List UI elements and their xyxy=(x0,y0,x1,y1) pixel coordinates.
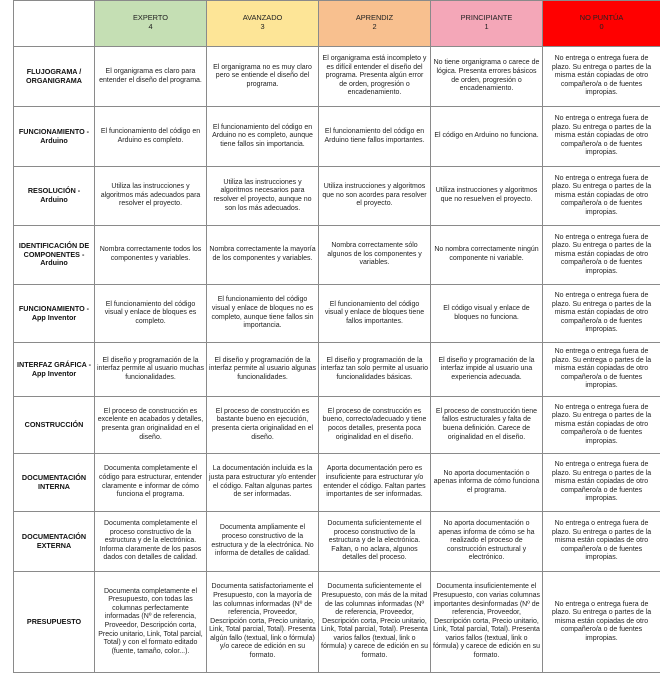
descriptor-cell-level-2: El organigrama está incompleto y es difícil entender el diseño del programa. Presenta algún error de orden, progresión o encadenamiento. xyxy=(319,47,431,107)
descriptor-cell-level-4: El proceso de construcción es excelente en acabados y detalles, presenta gran originalidad en el diseño. xyxy=(95,397,207,454)
descriptor-cell-level-0: No entrega o entrega fuera de plazo. Su entrega o partes de la misma están copiadas de otro compañero/a o de fuentes impropias. xyxy=(543,343,660,397)
descriptor-cell-level-3: Documenta ampliamente el proceso constructivo de la estructura y de la electrónica. No informa de detalles de calidad. xyxy=(207,512,319,572)
level-score: 4 xyxy=(97,22,204,31)
descriptor-cell-level-2: Aporta documentación pero es insuficiente para estructurar y/o entender el código. Faltan partes importantes de ser informadas. xyxy=(319,454,431,512)
criterion-label: FUNCIONAMIENTO - Arduino xyxy=(14,107,95,167)
descriptor-cell-level-2: Utiliza instrucciones y algoritmos que no son acordes para resolver el proyecto. xyxy=(319,167,431,226)
descriptor-cell-level-4: El diseño y programación de la interfaz permite al usuario muchas funcionalidades. xyxy=(95,343,207,397)
descriptor-cell-level-3: El diseño y programación de la interfaz permite al usuario algunas funcionalidades. xyxy=(207,343,319,397)
criterion-row xyxy=(14,454,660,512)
criterion-row xyxy=(14,285,660,343)
descriptor-cell-level-3: La documentación incluida es la justa para estructurar y/o entender el código. Faltan algunas partes de ser informadas. xyxy=(207,454,319,512)
criterion-row xyxy=(14,167,660,226)
level-name: NO PUNTÚA xyxy=(545,13,658,22)
criterion-row xyxy=(14,512,660,572)
descriptor-cell-level-4: El funcionamiento del código visual y enlace de bloques es completo. xyxy=(95,285,207,343)
level-score: 0 xyxy=(545,22,658,31)
criterion-label: FUNCIONAMIENTO - App Inventor xyxy=(14,285,95,343)
descriptor-cell-level-0: No entrega o entrega fuera de plazo. Su entrega o partes de la misma están copiadas de otro compañero/a o de fuentes impropias. xyxy=(543,47,660,107)
level-header-3 xyxy=(431,1,543,47)
descriptor-cell-level-3: Documenta satisfactoriamente el Presupuesto, con la mayoría de las columnas informadas (Nº de referencia, Proveedor, Descripción corta, Precio unitario, Link, Total parcial, Total). Presenta algún fallo (textual, link o fórmula) y/o carece de edición en su formato. xyxy=(207,572,319,673)
header-corner-cell xyxy=(14,1,95,47)
level-header-1 xyxy=(207,1,319,47)
level-name: EXPERTO xyxy=(97,13,204,22)
level-name: PRINCIPIANTE xyxy=(433,13,540,22)
descriptor-cell-level-0: No entrega o entrega fuera de plazo. Su entrega o partes de la misma están copiadas de otro compañero/a o de fuentes impropias. xyxy=(543,572,660,673)
descriptor-cell-level-3: Nombra correctamente la mayoría de los componentes y variables. xyxy=(207,226,319,285)
descriptor-cell-level-0: No entrega o entrega fuera de plazo. Su entrega o partes de la misma están copiadas de otro compañero/a o de fuentes impropias. xyxy=(543,167,660,226)
descriptor-cell-level-1: El diseño y programación de la interfaz impide al usuario una experiencia adecuada. xyxy=(431,343,543,397)
descriptor-cell-level-3: Utiliza las instrucciones y algoritmos necesarios para resolver el proyecto, aunque no son los más adecuados. xyxy=(207,167,319,226)
criterion-row xyxy=(14,47,660,107)
descriptor-cell-level-1: Documenta insuficientemente el Presupuesto, con varias columnas importantes desinformadas (Nº de referencia, Proveedor, Descripción corta, Precio unitario, Link, Total parcial, Total). Presenta varios fallos (textual, link o fórmula) y carece de edición en su formato. xyxy=(431,572,543,673)
descriptor-cell-level-1: El proceso de construcción tiene fallos estructurales y falta de buena definición. Carece de originalidad en el diseño. xyxy=(431,397,543,454)
descriptor-cell-level-3: El funcionamiento del código visual y enlace de bloques no es completo, aunque tiene fallos sin importancia. xyxy=(207,285,319,343)
descriptor-cell-level-1: No nombra correctamente ningún componente ni variable. xyxy=(431,226,543,285)
level-name: APRENDIZ xyxy=(321,13,428,22)
descriptor-cell-level-1: No aporta documentación o apenas informa de cómo se ha realizado el proceso de construcción estructural y electrónico. xyxy=(431,512,543,572)
descriptor-cell-level-0: No entrega o entrega fuera de plazo. Su entrega o partes de la misma están copiadas de otro compañero/a o de fuentes impropias. xyxy=(543,512,660,572)
level-score: 2 xyxy=(321,22,428,31)
descriptor-cell-level-0: No entrega o entrega fuera de plazo. Su entrega o partes de la misma están copiadas de otro compañero/a o de fuentes impropias. xyxy=(543,226,660,285)
descriptor-cell-level-2: El funcionamiento del código visual y enlace de bloques tiene fallos importantes. xyxy=(319,285,431,343)
descriptor-cell-level-1: El código en Arduino no funciona. xyxy=(431,107,543,167)
descriptor-cell-level-4: El organigrama es claro para entender el diseño del programa. xyxy=(95,47,207,107)
descriptor-cell-level-1: El código visual y enlace de bloques no funciona. xyxy=(431,285,543,343)
criterion-label: DOCUMENTACIÓN EXTERNA xyxy=(14,512,95,572)
criterion-label: RESOLUCIÓN - Arduino xyxy=(14,167,95,226)
descriptor-cell-level-4: Documenta completamente el proceso constructivo de la estructura y de la electrónica. Informa claramente de los pasos dados con detalles de calidad. xyxy=(95,512,207,572)
descriptor-cell-level-0: No entrega o entrega fuera de plazo. Su entrega o partes de la misma están copiadas de otro compañero/a o de fuentes impropias. xyxy=(543,107,660,167)
criterion-label: DOCUMENTACIÓN INTERNA xyxy=(14,454,95,512)
header-row xyxy=(14,1,660,47)
descriptor-cell-level-2: Documenta suficientemente el Presupuesto, con más de la mitad de las columnas informadas (Nº de referencia, Proveedor, Descripción corta, Precio unitario, Link, Total parcial, Total). Presenta varios fallos (textual, link o fórmula) y carece de edición en su formato. xyxy=(319,572,431,673)
criterion-label: IDENTIFICACIÓN DE COMPONENTES - Arduino xyxy=(14,226,95,285)
descriptor-cell-level-3: El organigrama no es muy claro pero se entiende el diseño del programa. xyxy=(207,47,319,107)
level-score: 1 xyxy=(433,22,540,31)
descriptor-cell-level-4: Utiliza las instrucciones y algoritmos más adecuados para resolver el proyecto. xyxy=(95,167,207,226)
descriptor-cell-level-1: No aporta documentación o apenas informa de cómo funciona el programa. xyxy=(431,454,543,512)
descriptor-cell-level-3: El proceso de construcción es bastante bueno en ejecución, presenta cierta originalidad en el diseño. xyxy=(207,397,319,454)
level-name: AVANZADO xyxy=(209,13,316,22)
criterion-label: PRESUPUESTO xyxy=(14,572,95,673)
criterion-row xyxy=(14,226,660,285)
level-score: 3 xyxy=(209,22,316,31)
level-header-2 xyxy=(319,1,431,47)
descriptor-cell-level-0: No entrega o entrega fuera de plazo. Su entrega o partes de la misma están copiadas de otro compañero/a o de fuentes impropias. xyxy=(543,454,660,512)
criterion-label: FLUJOGRAMA / ORGANIGRAMA xyxy=(14,47,95,107)
rubric-body xyxy=(14,47,660,673)
rubric-table xyxy=(13,0,660,673)
descriptor-cell-level-0: No entrega o entrega fuera de plazo. Su entrega o partes de la misma están copiadas de otro compañero/a o de fuentes impropias. xyxy=(543,397,660,454)
criterion-row xyxy=(14,572,660,673)
level-header-4 xyxy=(543,1,660,47)
descriptor-cell-level-4: Documenta completamente el código para estructurar, entender claramente e informar de cómo funciona el programa. xyxy=(95,454,207,512)
descriptor-cell-level-0: No entrega o entrega fuera de plazo. Su entrega o partes de la misma están copiadas de otro compañero/a o de fuentes impropias. xyxy=(543,285,660,343)
criterion-label: CONSTRUCCIÓN xyxy=(14,397,95,454)
descriptor-cell-level-3: El funcionamiento del código en Arduino no es completo, aunque tiene fallos sin importancia. xyxy=(207,107,319,167)
descriptor-cell-level-4: El funcionamiento del código en Arduino es completo. xyxy=(95,107,207,167)
descriptor-cell-level-2: El diseño y programación de la interfaz tan solo permite al usuario funcionalidades básicas. xyxy=(319,343,431,397)
descriptor-cell-level-2: Nombra correctamente sólo algunos de los componentes y variables. xyxy=(319,226,431,285)
descriptor-cell-level-2: El funcionamiento del código en Arduino tiene fallos importantes. xyxy=(319,107,431,167)
criterion-row xyxy=(14,343,660,397)
descriptor-cell-level-1: No tiene organigrama o carece de lógica. Presenta errores básicos de orden, progresión o encadenamiento. xyxy=(431,47,543,107)
descriptor-cell-level-2: Documenta suficientemente el proceso constructivo de la estructura y de la electrónica. Faltan, o no aclara, algunos detalles del proceso. xyxy=(319,512,431,572)
criterion-label: INTERFAZ GRÁFICA - App Inventor xyxy=(14,343,95,397)
descriptor-cell-level-2: El proceso de construcción es bueno, correcto/adecuado y tiene pocos detalles, presenta poca originalidad en el diseño. xyxy=(319,397,431,454)
criterion-row xyxy=(14,107,660,167)
descriptor-cell-level-4: Documenta completamente el Presupuesto, con todas las columnas perfectamente informadas (Nº de referencia, Proveedor, Descripción corta, Precio unitario, Link, Total parcial, Total) y con el formato editado (fuente, tamaño, color...). xyxy=(95,572,207,673)
criterion-row xyxy=(14,397,660,454)
descriptor-cell-level-1: Utiliza instrucciones y algoritmos que no resuelven el proyecto. xyxy=(431,167,543,226)
level-header-0 xyxy=(95,1,207,47)
descriptor-cell-level-4: Nombra correctamente todos los componentes y variables. xyxy=(95,226,207,285)
